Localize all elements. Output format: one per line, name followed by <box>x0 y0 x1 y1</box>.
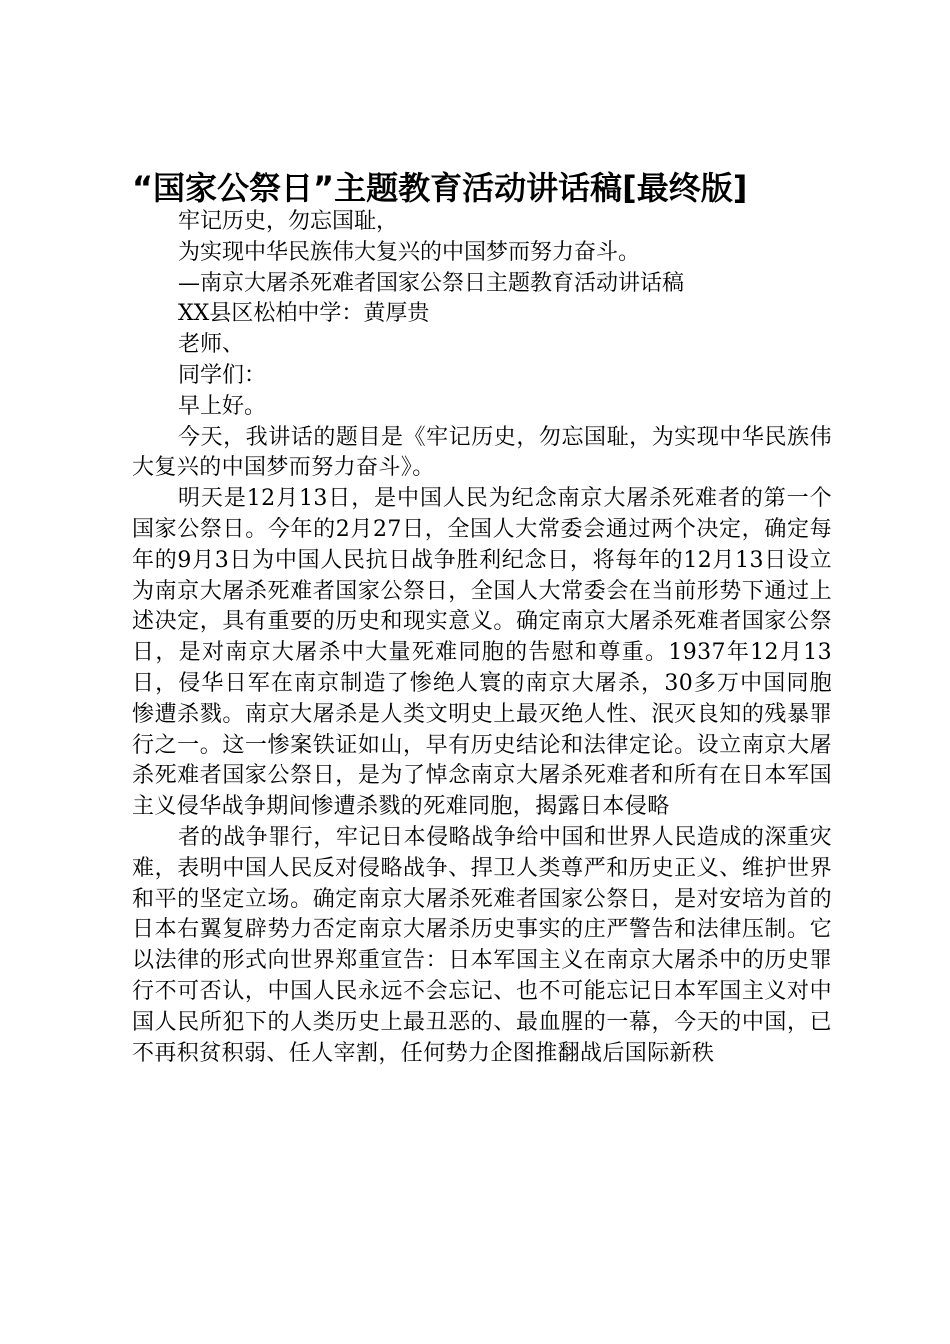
header-line-motto-2: 为实现中华民族伟大复兴的中国梦而努力奋斗。 <box>178 239 641 265</box>
header-line-subtitle: —南京大屠杀死难者国家公祭日主题教育活动讲话稿 <box>178 270 685 296</box>
header-line-motto-1: 牢记历史，勿忘国耻， <box>178 209 399 234</box>
salutation-teachers: 老师、 <box>178 332 245 358</box>
header-line-author: XX县区松柏中学：黄厚贵 <box>178 301 430 327</box>
paragraph-topic: 今天，我讲话的题目是《牢记历史，勿忘国耻，为实现中华民族伟大复兴的中国梦而努力奋斗》。 <box>132 424 832 481</box>
greeting: 早上好。 <box>178 393 267 419</box>
paragraph-background: 明天是12月13日，是中国人民为纪念南京大屠杀死难者的第一个国家公祭日。今年的2月27日，全国人大常委会通过两个决定，确定每年的9月3日为中国人民抗日战争胜利纪念日，将每年的12月13日设立为南京大屠杀死难者国家公祭日，全国人大常委会在当前形势下通过上述决定，具有重要的历史和现实意义。确定南京大屠杀死难者国家公祭日，是对南京大屠杀中大量死难同胞的告慰和尊重。1937年12月13日，侵华日军在南京制造了惨绝人寰的南京大屠杀，30多万中国同胞惨遭杀戮。南京大屠杀是人类文明史上最灭绝人性、泯灭良知的残暴罪行之一。这一惨案铁证如山，早有历史结论和法律定论。设立南京大屠杀死难者国家公祭日，是为了悼念南京大屠杀死难者和所有在日本军国主义侵华战争期间惨遭杀戮的死难同胞，揭露日本侵略 <box>132 486 832 820</box>
paragraph-significance: 者的战争罪行，牢记日本侵略战争给中国和世界人民造成的深重灾难，表明中国人民反对侵略战争、捍卫人类尊严和历史正义、维护世界和平的坚定立场。确定南京大屠杀死难者国家公祭日，是对安培为首的日本右翼复辟势力否定南京大屠杀历史事实的庄严警告和法律压制。它以法律的形式向世界郑重宣告：日本军国主义在南京大屠杀中的历史罪行不可否认，中国人民永远不会忘记、也不可能忘记日本军国主义对中国人民所犯下的人类历史上最丑恶的、最血腥的一幕，今天的中国，已不再积贫积弱、任人宰割，任何势力企图推翻战后国际新秩 <box>132 824 832 1066</box>
document-title: “国家公祭日”主题教育活动讲话稿[最终版] <box>132 169 748 207</box>
document-body <box>132 207 832 1069</box>
salutation-students: 同学们： <box>178 362 267 388</box>
